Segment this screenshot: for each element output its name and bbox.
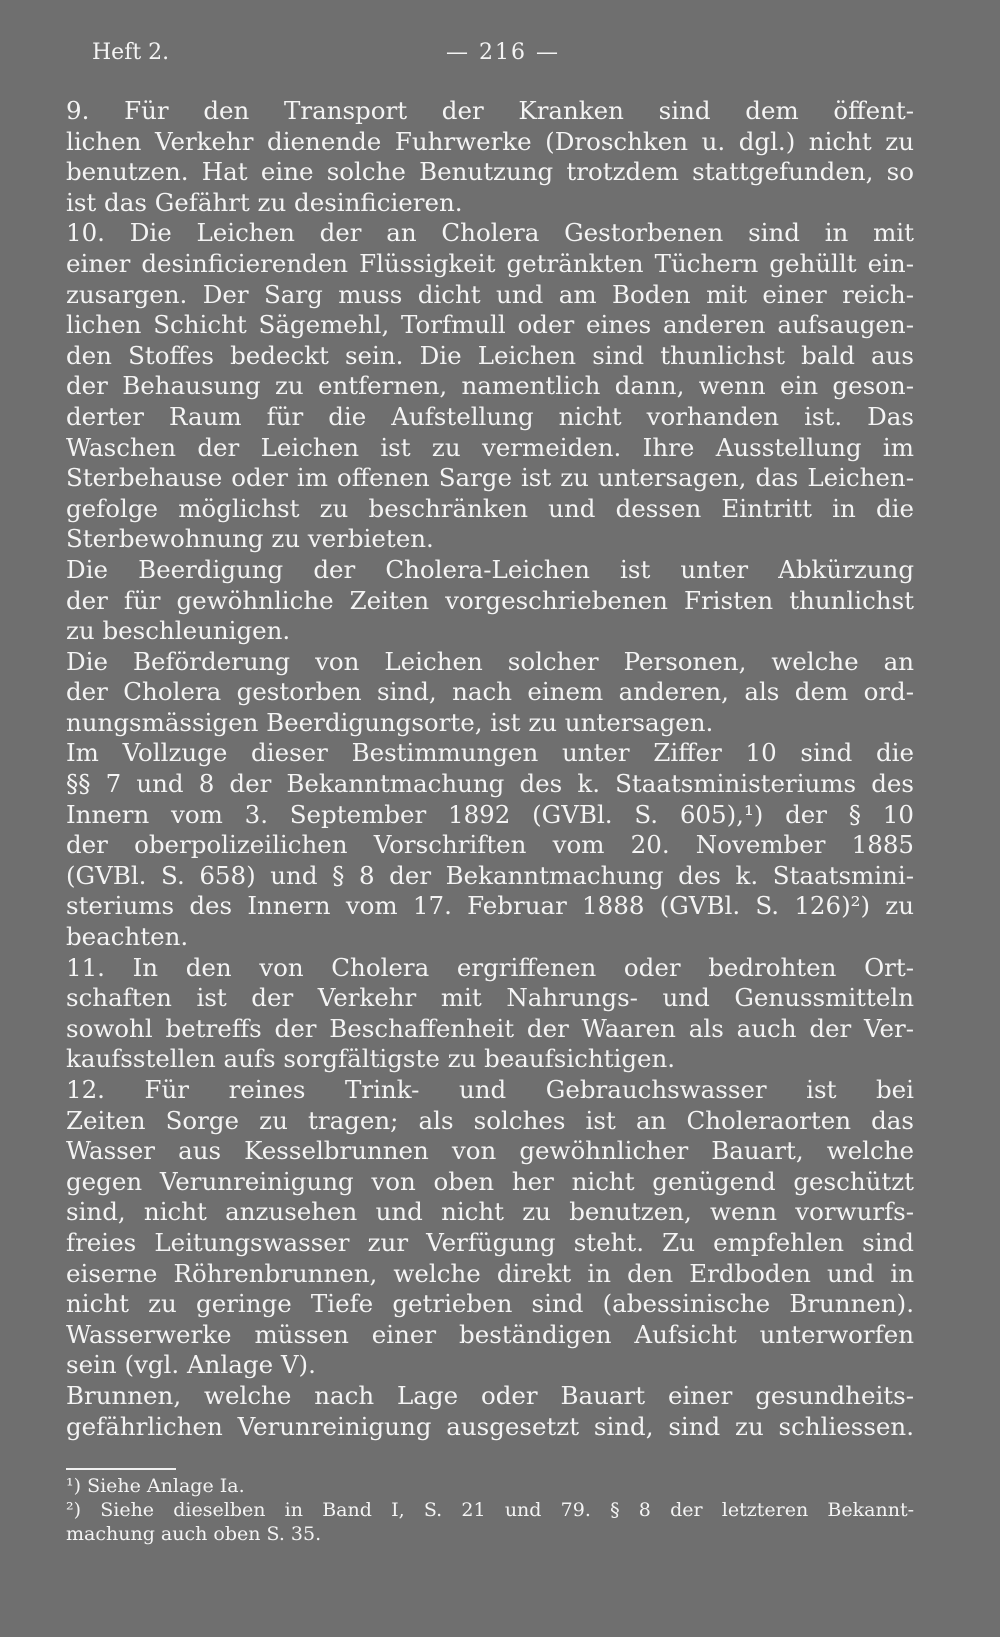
- text-line: der für gewöhnliche Zeiten vorgeschriebenen Fristen thunlichst: [66, 585, 914, 615]
- text-line: 12. Für reines Trink- und Gebrauchswasser ist bei: [66, 1075, 914, 1104]
- footnote: ¹) Siehe Anlage Ia.: [66, 1475, 245, 1497]
- text-line: nicht zu geringe Tiefe getrieben sind (abessinische Brunnen).: [66, 1289, 914, 1319]
- text-line: freies Leitungswasser zur Verfügung steht. Zu empfehlen sind: [66, 1227, 914, 1257]
- text-line: 10. Die Leichen der an Cholera Gestorbenen sind in mit: [66, 218, 914, 248]
- text-line: Innern vom 3. September 1892 (GVBl. S. 605),¹) der § 10: [66, 799, 914, 829]
- text-line: kaufsstellen aufs sorgfältigste zu beaufsichtigen.: [66, 1044, 676, 1074]
- body-text: [66, 96, 914, 1442]
- text-line: Wasser aus Kesselbrunnen von gewöhnlicher Bauart, welche: [66, 1136, 914, 1166]
- footnote-divider: [66, 1468, 176, 1470]
- text-line: den Stoffes bedeckt sein. Die Leichen sind thunlichst bald aus: [66, 340, 914, 370]
- text-line: benutzen. Hat eine solche Benutzung trotzdem stattgefunden, so: [66, 157, 914, 187]
- text-line: nungsmässigen Beerdigungsorte, ist zu untersagen.: [66, 707, 714, 737]
- footnote: machung auch oben S. 35.: [66, 1523, 322, 1545]
- text-line: beachten.: [66, 922, 189, 952]
- text-line: Die Beförderung von Leichen solcher Personen, welche an: [66, 646, 914, 676]
- issue-label: Heft 2.: [92, 40, 170, 65]
- text-line: sind, nicht anzusehen und nicht zu benutzen, wenn vorwurfs-: [66, 1197, 914, 1227]
- text-line: der Behausung zu entfernen, namentlich dann, wenn ein geson-: [66, 371, 914, 401]
- text-line: steriums des Innern vom 17. Februar 1888 (GVBl. S. 126)²) zu: [66, 891, 914, 921]
- text-line: Zeiten Sorge zu tragen; als solches ist an Choleraorten das: [66, 1105, 914, 1135]
- text-line: Waschen der Leichen ist zu vermeiden. Ihre Ausstellung im: [66, 432, 914, 462]
- text-line: 11. In den von Cholera ergriffenen oder bedrohten Ort-: [66, 952, 914, 982]
- text-line: Sterbehause oder im offenen Sarge ist zu untersagen, das Leichen-: [66, 463, 914, 493]
- text-line: Brunnen, welche nach Lage oder Bauart einer gesundheits-: [66, 1380, 914, 1410]
- text-line: 9. Für den Transport der Kranken sind dem öffent-: [66, 96, 914, 125]
- text-line: schaften ist der Verkehr mit Nahrungs- und Genussmitteln: [66, 983, 914, 1013]
- text-line: sein (vgl. Anlage V).: [66, 1350, 316, 1380]
- footnote: ²) Siehe dieselben in Band I, S. 21 und 79. § 8 der letzteren Bekannt-: [66, 1499, 914, 1521]
- text-line: derter Raum für die Aufstellung nicht vorhanden ist. Das: [66, 401, 914, 431]
- text-line: gefolge möglichst zu beschränken und dessen Eintritt in die: [66, 493, 914, 523]
- text-line: sowohl betreffs der Beschaffenheit der Waaren als auch der Ver-: [66, 1013, 914, 1043]
- footnotes: [66, 1474, 914, 1546]
- text-line: lichen Verkehr dienende Fuhrwerke (Droschken u. dgl.) nicht zu: [66, 126, 914, 156]
- text-line: Im Vollzuge dieser Bestimmungen unter Ziffer 10 sind die: [66, 738, 914, 768]
- text-line: ist das Gefährt zu desinficieren.: [66, 187, 463, 217]
- text-line: der oberpolizeilichen Vorschriften vom 20. November 1885: [66, 830, 914, 860]
- text-line: einer desinficierenden Flüssigkeit getränkten Tüchern gehüllt ein-: [66, 248, 914, 278]
- page-header: [92, 40, 914, 76]
- text-line: Wasserwerke müssen einer beständigen Aufsicht unterworfen: [66, 1319, 914, 1349]
- text-line: eiserne Röhrenbrunnen, welche direkt in den Erdboden und in: [66, 1258, 914, 1288]
- text-line: zu beschleunigen.: [66, 616, 291, 646]
- text-line: gegen Verunreinigung von oben her nicht genügend geschützt: [66, 1166, 914, 1196]
- text-line: (GVBl. S. 658) und § 8 der Bekanntmachung des k. Staatsmini-: [66, 860, 914, 890]
- text-line: Die Beerdigung der Cholera-Leichen ist unter Abkürzung: [66, 554, 914, 584]
- text-line: Sterbewohnung zu verbieten.: [66, 524, 434, 554]
- text-line: der Cholera gestorben sind, nach einem anderen, als dem ord-: [66, 677, 914, 707]
- text-line: gefährlichen Verunreinigung ausgesetzt sind, sind zu schliessen.: [66, 1411, 914, 1441]
- text-line: §§ 7 und 8 der Bekanntmachung des k. Staatsministeriums des: [66, 769, 914, 799]
- page-number: — 216 —: [446, 40, 560, 65]
- text-line: lichen Schicht Sägemehl, Torfmull oder eines anderen aufsaugen-: [66, 310, 914, 340]
- text-line: zusargen. Der Sarg muss dicht und am Boden mit einer reich-: [66, 279, 914, 309]
